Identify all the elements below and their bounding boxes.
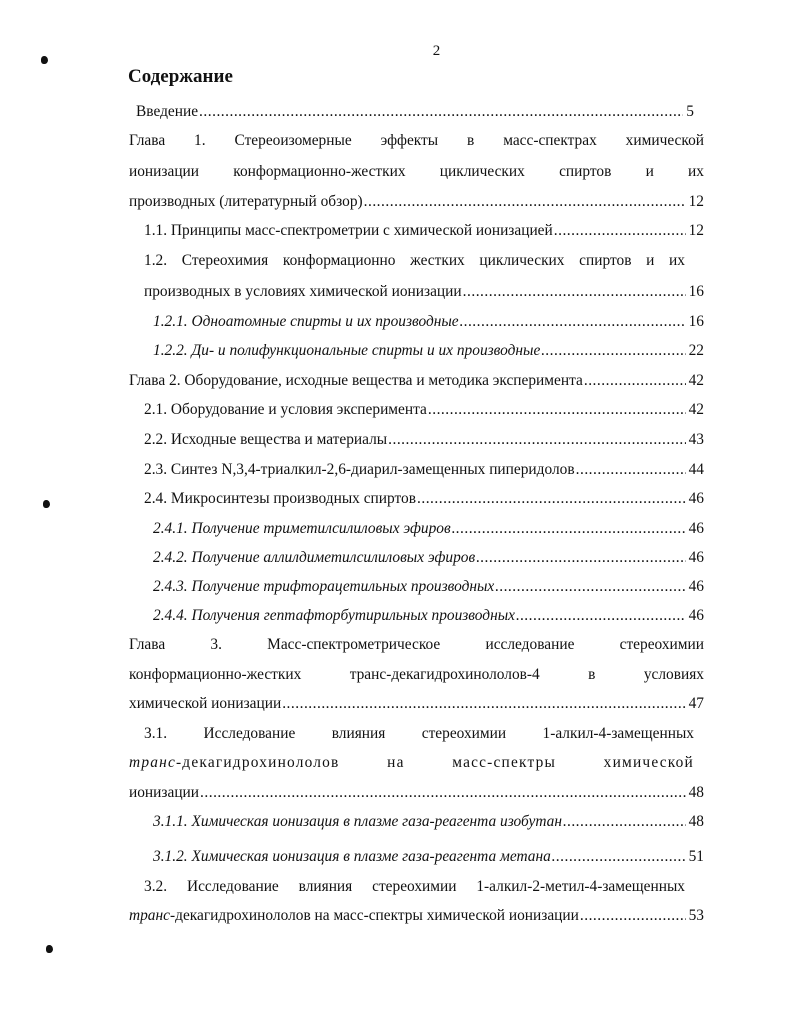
toc-entry-text-rest: -декагидрохинололов на масс-спектры химической ионизации: [169, 907, 579, 924]
leader-dots: [452, 520, 686, 538]
leader-dots: [364, 193, 686, 211]
toc-entry-text: химической ионизации: [129, 695, 282, 712]
toc-entry-text: 1.2.2. Ди- и полифункциональные спирты и их производные: [153, 342, 541, 359]
scan-speck: [41, 56, 48, 64]
toc-entry-intro[interactable]: [136, 103, 694, 121]
toc-page-number: 46: [688, 578, 704, 595]
toc-page-number: 51: [688, 848, 704, 865]
toc-entry-text: 2.4.2. Получение аллилдиметилсилиловых эфиров: [153, 549, 476, 566]
leader-dots: [199, 103, 683, 121]
toc-section-2-3[interactable]: [144, 461, 704, 479]
toc-section-3-1-line-2[interactable]: [129, 754, 694, 772]
toc-entry-text: 3.1.1. Химическая ионизация в плазме газа-реагента изобутан: [153, 813, 563, 830]
toc-entry-text: [129, 907, 579, 925]
toc-section-1-2-line-1[interactable]: 1.2. Стереохимия конформационно жестких циклических спиртов и их: [144, 252, 685, 269]
toc-entry-text: 3.1.2. Химическая ионизация в плазме газа-реагента метана: [153, 848, 551, 865]
toc-subsection-2-4-1[interactable]: [153, 520, 704, 538]
toc-section-1-1[interactable]: [144, 222, 704, 240]
toc-entry-text: 2.4.3. Получение трифторацетильных производных: [153, 578, 495, 595]
toc-entry-text: ионизации: [129, 784, 200, 801]
toc-subsection-3-1-2[interactable]: [153, 848, 704, 866]
page-title: Содержание: [128, 66, 233, 87]
toc-section-3-1-line-1[interactable]: 3.1. Исследование влияния стереохимии 1-алкил-4-замещенных: [144, 725, 694, 742]
leader-dots: [495, 578, 685, 596]
toc-section-2-1[interactable]: [144, 401, 704, 419]
leader-dots: [200, 784, 686, 802]
toc-subsection-2-4-3[interactable]: [153, 578, 704, 596]
toc-section-3-1-line-3[interactable]: [129, 784, 704, 802]
toc-entry-text: 2.4.4. Получения гептафторбутирильных производных: [153, 607, 515, 624]
toc-section-2-2[interactable]: [144, 431, 704, 449]
toc-page-number: 5: [686, 103, 694, 120]
toc-subsection-2-4-4[interactable]: [153, 607, 704, 625]
toc-entry-text: производных в условиях химической ионизации: [144, 283, 462, 300]
leader-dots: [282, 695, 685, 713]
leader-dots: [584, 372, 686, 390]
toc-subsection-3-1-1[interactable]: [153, 813, 704, 831]
toc-page-number: 46: [688, 490, 704, 507]
toc-chapter-3-line-1[interactable]: Глава 3. Масс-спектрометрическое исследование стереохимии: [129, 636, 704, 653]
toc-chapter-1-line-2[interactable]: ионизации конформационно-жестких циклических спиртов и их: [129, 163, 704, 180]
toc-entry-text: Глава 2. Оборудование, исходные вещества и методика эксперимента: [129, 372, 583, 389]
toc-page-number: 12: [688, 193, 704, 210]
toc-section-3-2-line-1[interactable]: 3.2. Исследование влияния стереохимии 1-алкил-2-метил-4-замещенных: [144, 878, 685, 895]
toc-page-number: 12: [688, 222, 704, 239]
toc-chapter-2[interactable]: [129, 372, 704, 390]
toc-section-2-4[interactable]: [144, 490, 704, 508]
toc-page-number: 42: [688, 372, 704, 389]
toc-subsection-1-2-1[interactable]: [153, 313, 704, 331]
toc-entry-text: 2.2. Исходные вещества и материалы: [144, 431, 388, 448]
toc-page-number: 43: [688, 431, 704, 448]
scan-speck: [43, 500, 50, 508]
leader-dots: [476, 549, 685, 567]
leader-dots: [552, 848, 686, 866]
toc-entry-text: 2.3. Синтез N,3,4-триалкил-2,6-диарил-замещенных пиперидолов: [144, 461, 575, 478]
leader-dots: [580, 907, 686, 925]
toc-page-number: 46: [688, 520, 704, 537]
leader-dots: [516, 607, 686, 625]
toc-entry-text: 2.1. Оборудование и условия эксперимента: [144, 401, 427, 418]
toc-chapter-3-line-3[interactable]: [129, 695, 704, 713]
toc-emphasis-trans: транс: [129, 754, 176, 771]
toc-page-number: 42: [688, 401, 704, 418]
toc-page-number: 46: [688, 549, 704, 566]
toc-subsection-2-4-2[interactable]: [153, 549, 704, 567]
toc-page-number: 47: [688, 695, 704, 712]
leader-dots: [541, 342, 685, 360]
toc-page-number: 48: [688, 813, 704, 830]
leader-dots: [463, 283, 686, 301]
leader-dots: [417, 490, 686, 508]
toc-page-number: 16: [688, 283, 704, 300]
toc-entry-text: -декагидрохинололов на масс-спектры химической: [175, 754, 694, 771]
leader-dots: [576, 461, 686, 479]
toc-chapter-1-line-1[interactable]: Глава 1. Стереоизомерные эффекты в масс-спектрах химической: [129, 132, 704, 149]
leader-dots: [554, 222, 686, 240]
leader-dots: [460, 313, 686, 331]
toc-section-1-2-line-2[interactable]: [144, 283, 704, 301]
toc-page-number: 16: [688, 313, 704, 330]
toc-page-number: 22: [688, 342, 704, 359]
toc-subsection-1-2-2[interactable]: [153, 342, 704, 360]
toc-entry-text: 1.2.1. Одноатомные спирты и их производные: [153, 313, 459, 330]
toc-entry-text: 2.4.1. Получение триметилсилиловых эфиров: [153, 520, 451, 537]
toc-entry-text: производных (литературный обзор): [129, 193, 363, 210]
leader-dots: [563, 813, 686, 831]
toc-entry-text: Введение: [136, 103, 199, 120]
toc-chapter-1-line-3[interactable]: [129, 193, 704, 211]
toc-section-3-2-line-2[interactable]: [129, 907, 704, 925]
toc-entry-text: 2.4. Микросинтезы производных спиртов: [144, 490, 417, 507]
page-number: 2: [432, 43, 441, 59]
toc-page-number: 53: [688, 907, 704, 924]
toc-emphasis-trans: транс: [129, 907, 170, 924]
toc-page-number: 44: [688, 461, 704, 478]
toc-page-number: 46: [688, 607, 704, 624]
toc-chapter-3-line-2[interactable]: конформационно-жестких транс-декагидрохинололов-4 в условиях: [129, 666, 704, 683]
toc-entry-text: 1.1. Принципы масс-спектрометрии с химической ионизацией: [144, 222, 553, 239]
leader-dots: [388, 431, 685, 449]
scan-speck: [46, 945, 53, 953]
toc-page-number: 48: [688, 784, 704, 801]
leader-dots: [428, 401, 686, 419]
